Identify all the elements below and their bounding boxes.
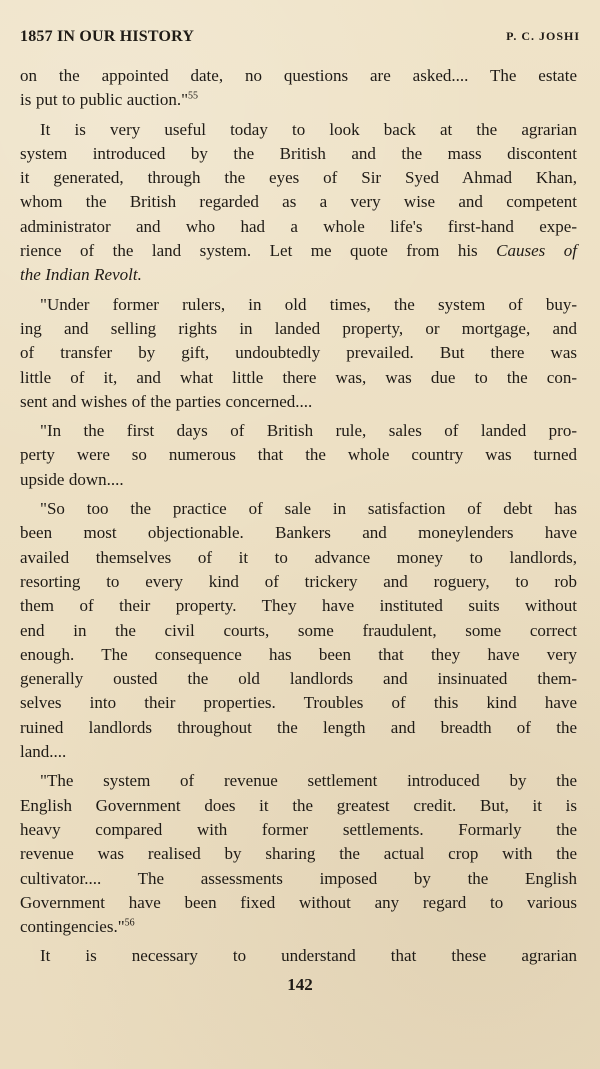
footnote-ref: 56: [124, 917, 135, 929]
text-line: It is very useful today to look back at the agrarian: [40, 119, 577, 139]
text-line: availed themselves of it to advance money to landlords,: [20, 547, 577, 567]
text-line: been most objectionable. Bankers and moneylenders have: [20, 523, 577, 543]
italic-title-fragment: Causes of: [496, 241, 577, 261]
text-line: them of their property. They have instituted suits without: [20, 596, 577, 616]
text-line: [20, 915, 577, 939]
text-line: on the appointed date, no questions are asked.... The estate: [20, 66, 577, 85]
text-line: enough. The consequence has been that they have very: [20, 644, 577, 664]
body-copy: [20, 64, 577, 969]
text-line: ruined landlords throughout the length and breadth of the: [20, 717, 577, 737]
running-header: [20, 28, 580, 50]
text-fragment: contingencies.": [20, 917, 125, 937]
text-fragment: rience of the land system. Let me quote from his: [20, 241, 478, 261]
text-line: heavy compared with former settlements. Formarly the: [20, 819, 577, 839]
text-line: English Government does it the greatest credit. But, it is: [20, 795, 577, 815]
text-line: selves into their properties. Troubles of this kind have: [20, 693, 577, 713]
text-line: land....: [20, 742, 67, 762]
text-line: system introduced by the British and the mass discontent: [20, 143, 577, 163]
text-line: "In the first days of British rule, sales of landed pro-: [40, 421, 577, 441]
running-author: P. C. JOSHI: [506, 29, 580, 43]
text-line: It is necessary to understand that these agrarian: [40, 946, 577, 966]
text-line: sent and wishes of the parties concerned....: [20, 391, 313, 411]
italic-title-line: the Indian Revolt.: [20, 265, 142, 285]
text-line: revenue was realised by sharing the actual crop with the: [20, 844, 577, 864]
text-line: upside down....: [20, 469, 124, 489]
text-line: "Under former rulers, in old times, the system of buy-: [40, 294, 577, 314]
text-line: of transfer by gift, undoubtedly prevailed. But there was: [20, 343, 577, 363]
text-line: ing and selling rights in landed property, or mortgage, and: [20, 318, 577, 338]
text-line: "So too the practice of sale in satisfaction of debt has: [40, 499, 577, 519]
text-line: whom the British regarded as a very wise and competent: [20, 192, 577, 212]
text-line: administrator and who had a whole life's first-hand expe-: [20, 216, 577, 236]
text-line: generally ousted the old landlords and insinuated them-: [20, 669, 577, 689]
page-number: 142: [287, 975, 313, 994]
running-title: 1857 IN OUR HISTORY: [20, 28, 195, 45]
footnote-ref: 55: [188, 90, 199, 102]
text-line: [20, 239, 577, 263]
text-line: "The system of revenue settlement introduced by the: [40, 771, 577, 791]
text-line: resorting to every kind of trickery and roguery, to rob: [20, 571, 577, 591]
text-line: Government have been fixed without any regard to various: [20, 892, 577, 912]
text-line: little of it, and what little there was, was due to the con-: [20, 367, 577, 387]
text-line: perty were so numerous that the whole country was turned: [20, 445, 577, 465]
text-line: [20, 88, 577, 112]
text-line: it generated, through the eyes of Sir Syed Ahmad Khan,: [20, 168, 577, 188]
text-line: end in the civil courts, some fraudulent, some correct: [20, 620, 577, 640]
text-line: cultivator.... The assessments imposed by the English: [20, 868, 577, 888]
text-fragment: is put to public auction.": [20, 90, 189, 110]
